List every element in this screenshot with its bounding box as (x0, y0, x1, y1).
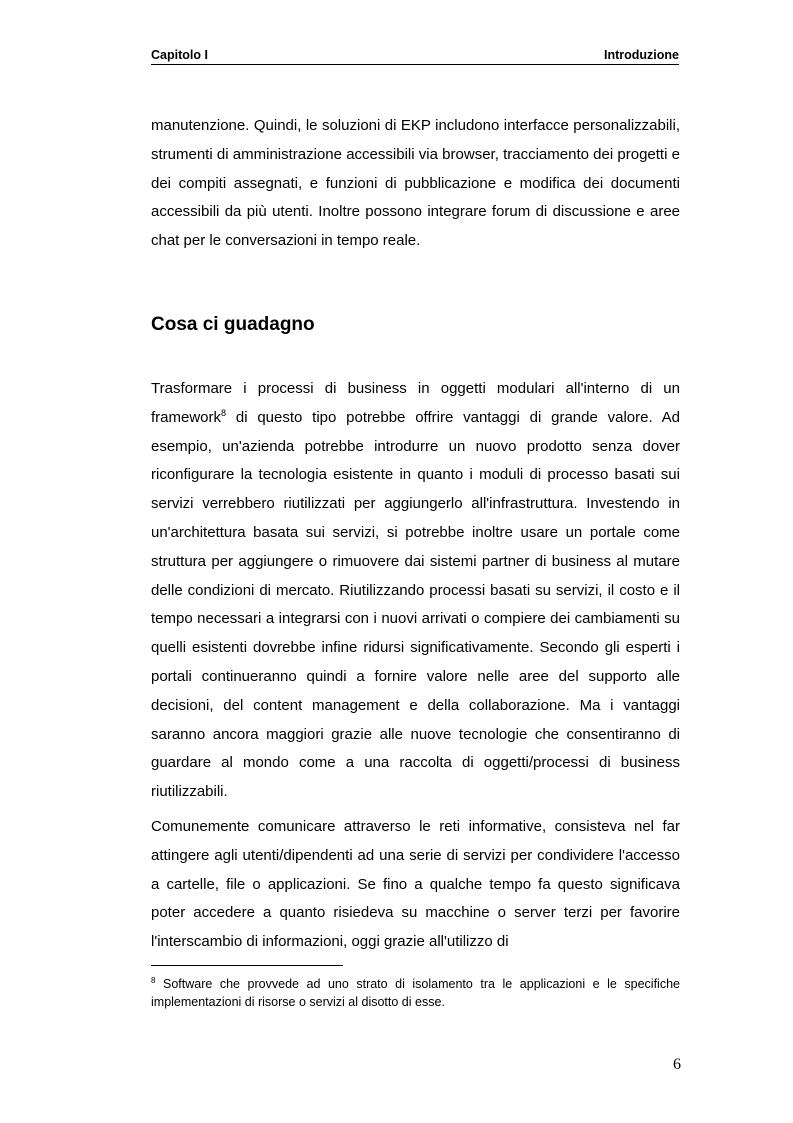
footnote-text: Software che provvede ad uno strato di isolamento tra le applicazioni e le specifiche implementazioni di risorse o servizi al disotto di esse. (151, 977, 680, 1009)
paragraph-communication (151, 813, 680, 957)
paragraph-benefits (151, 375, 680, 807)
page-number: 6 (673, 1056, 681, 1073)
footnote-number: 8 (151, 975, 156, 985)
chapter-label: Capitolo I (151, 48, 208, 62)
running-header (151, 46, 679, 65)
section-label: Introduzione (604, 48, 679, 62)
footnote (151, 975, 680, 1011)
footnote-divider (151, 965, 343, 966)
paragraph-text-start: Trasformare i processi di business in oggetti modulari all'interno di un framework (151, 380, 680, 426)
footnote-reference[interactable]: 8 (221, 407, 227, 418)
paragraph-intro (151, 112, 680, 256)
paragraph-text: manutenzione. Quindi, le soluzioni di EKP includono interfacce personalizzabili, strumenti di amministrazione accessibili via browser, tracciamento dei progetti e dei compiti assegnati, e funzioni di pubblicazione e modifica dei documenti accessibili da più utenti. Inoltre possono integrare forum di discussione e aree chat per le conversazioni in tempo reale. (151, 117, 680, 250)
paragraph-text-rest: di questo tipo potrebbe offrire vantaggi di grande valore. Ad esempio, un'azienda potrebbe introdurre un nuovo prodotto senza dover riconfigurare la tecnologia esistente in quanto i moduli di processo basati sui servizi verrebbero riutilizzati per aggiungerlo all'infrastruttura. Investendo in un'architettura basata sui servizi, si potrebbe inoltre usare un portale come struttura per aggiungere o rimuovere dai sistemi partner di business al mutare delle condizioni di mercato. Riutilizzando processi basati su servizi, il costo e il tempo necessari a integrarsi con i nuovi arrivati o compiere dei cambiamenti su quelli esistenti dovrebbe infine ridursi significativamente. Secondo gli esperti i portali continueranno quindi a fornire valore nelle aree del supporto alle decisioni, del content management e della collaborazione. Ma i vantaggi saranno ancora maggiori grazie alle nuove tecnologie che consentiranno di guardare al mondo come a una raccolta di oggetti/processi di business riutilizzabili. (151, 408, 680, 801)
paragraph-text: Comunemente comunicare attraverso le reti informative, consisteva nel far attingere agli utenti/dipendenti ad una serie di servizi per condividere l'accesso a cartelle, file o applicazioni. Se fino a qualche tempo fa questo significava poter accedere a quanto risiedeva su macchine o server terzi per favorire l'interscambio di informazioni, oggi grazie all'utilizzo di (151, 818, 680, 951)
section-heading: Cosa ci guadagno (151, 314, 315, 335)
